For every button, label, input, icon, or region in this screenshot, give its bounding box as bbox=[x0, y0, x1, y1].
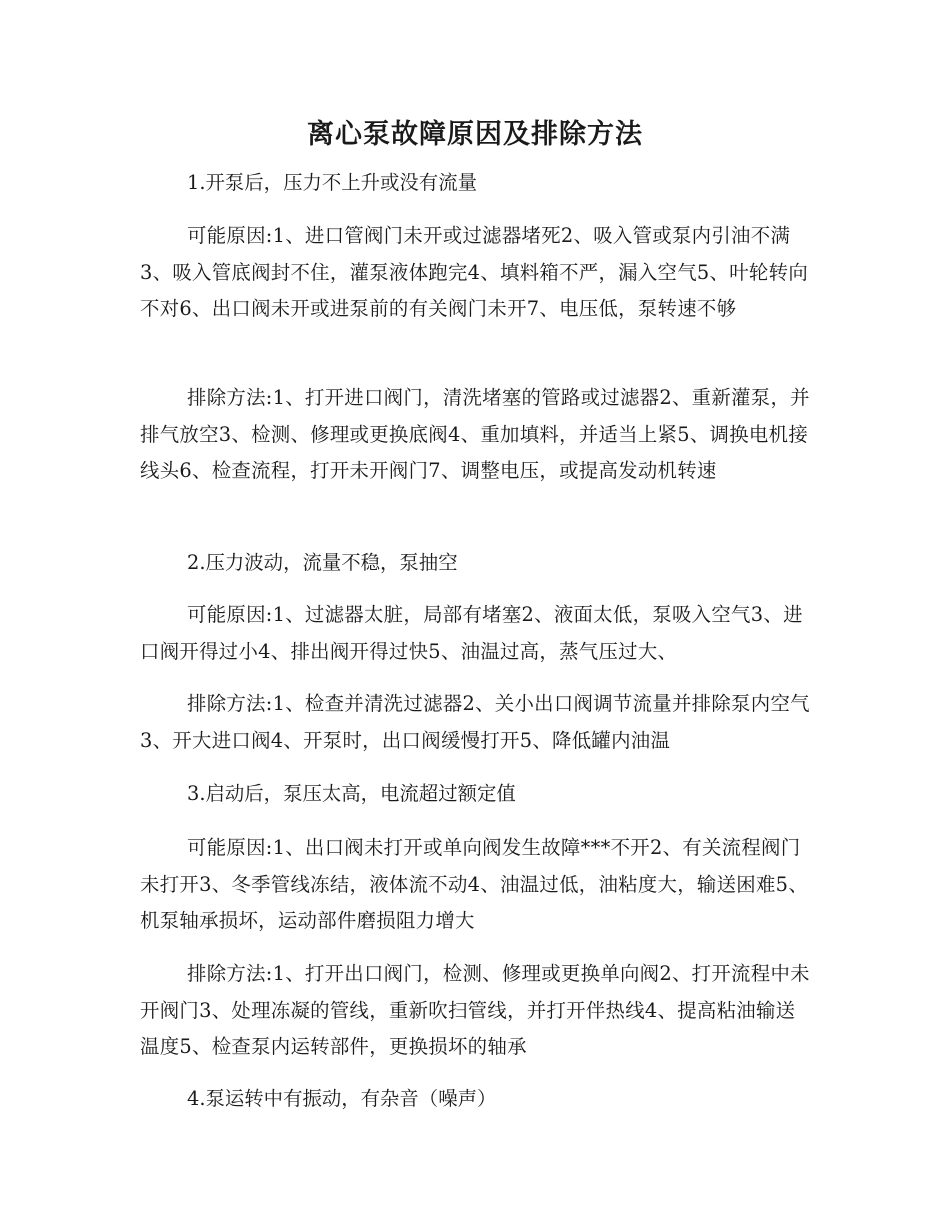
section-1-causes: 可能原因:1、进口管阀门未开或过滤器堵死2、吸入管或泵内引油不满3、吸入管底阀封不住，灌泵液体跑完4、填料箱不严，漏入空气5、叶轮转向不对6、出口阀未开或进泵前的有关阀门未开7、电压低，泵转速不够 bbox=[140, 224, 809, 320]
section-heading-4: 4.泵运转中有振动，有杂音（噪声） bbox=[187, 1087, 497, 1110]
section-2-causes: 可能原因:1、过滤器太脏，局部有堵塞2、液面太低，泵吸入空气3、进口阀开得过小4、排出阀开得过快5、油温过高，蒸气压过大、 bbox=[140, 603, 803, 663]
section-1-remedies: 排除方法:1、打开进口阀门，清洗堵塞的管路或过滤器2、重新灌泵，并排气放空3、检测、修理或更换底阀4、重加填料，并适当上紧5、调换电机接线头6、检查流程，打开未开阀门7、调整电压，或提高发动机转速 bbox=[140, 386, 810, 482]
section-3-remedies: 排除方法:1、打开出口阀门，检测、修理或更换单向阀2、打开流程中未开阀门3、处理冻凝的管线，重新吹扫管线，并打开伴热线4、提高粘油输送温度5、检查泵内运转部件，更换损坏的轴承 bbox=[140, 962, 810, 1058]
section-3-causes: 可能原因:1、出口阀未打开或单向阀发生故障***不开2、有关流程阀门未打开3、冬季管线冻结，液体流不动4、油温过低，油粘度大，输送困难5、机泵轴承损坏，运动部件磨损阻力增大 bbox=[140, 836, 809, 932]
section-2-remedies: 排除方法:1、检查并清洗过滤器2、关小出口阀调节流量并排除泵内空气3、开大进口阀4、开泵时，出口阀缓慢打开5、降低罐内油温 bbox=[140, 692, 810, 752]
section-heading-2: 2.压力波动，流量不稳，泵抽空 bbox=[187, 551, 458, 574]
section-heading-3: 3.启动后，泵压太高，电流超过额定值 bbox=[187, 782, 516, 805]
section-heading-1: 1.开泵后，压力不上升或没有流量 bbox=[187, 171, 477, 194]
document-title: 离心泵故障原因及排除方法 bbox=[307, 119, 643, 150]
